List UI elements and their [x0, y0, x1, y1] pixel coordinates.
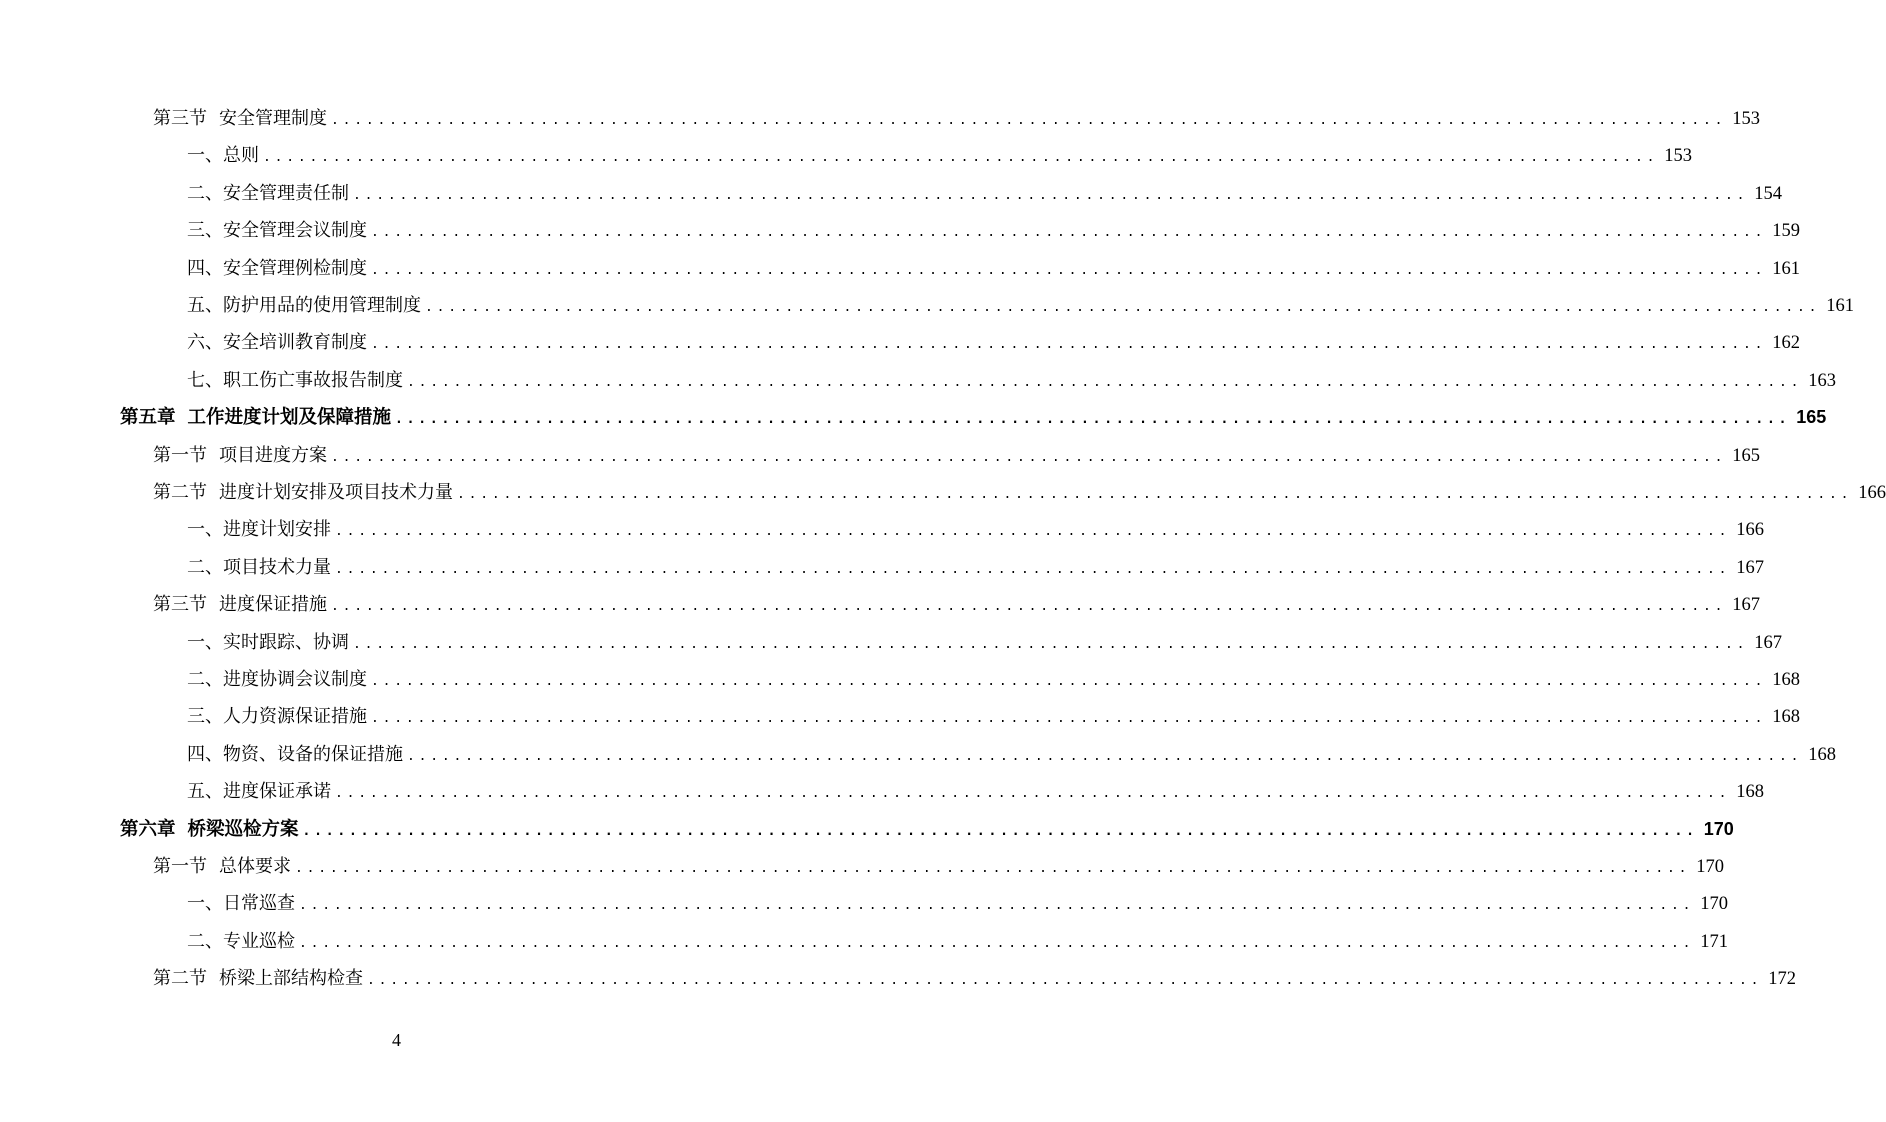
toc-dot-leader: ........................................................................................................................	[331, 113, 1727, 128]
toc-entry-label	[187, 549, 331, 586]
toc-entry[interactable]	[153, 586, 1760, 623]
toc-entry-prefix: 四、	[187, 257, 223, 279]
toc-dot-leader: ........................................................................................................................	[299, 898, 1695, 914]
toc-entry-title: 实时跟踪、协调	[223, 631, 349, 653]
toc-entry-page: 159	[1772, 221, 1800, 242]
toc-entry-prefix: 一、	[187, 631, 223, 653]
toc-dot-leader: ........................................................................................................................	[371, 674, 1767, 689]
toc-entry-page: 171	[1700, 931, 1728, 952]
toc-entry[interactable]	[187, 324, 1800, 361]
toc-entry-title: 桥梁上部结构检查	[219, 968, 363, 990]
toc-entry-label	[120, 399, 391, 436]
toc-entry-prefix: 五、	[187, 781, 223, 803]
toc-entry-title: 总则	[223, 145, 259, 167]
toc-entry-page: 168	[1808, 744, 1836, 765]
toc-entry[interactable]	[120, 399, 1827, 436]
toc-entry[interactable]	[187, 698, 1800, 735]
toc-entry-page: 167	[1732, 595, 1760, 616]
toc-entry[interactable]	[187, 923, 1728, 960]
toc-entry-page: 161	[1826, 296, 1854, 316]
toc-entry-prefix: 二、	[187, 930, 223, 952]
toc-entry-label	[187, 624, 349, 661]
toc-entry-page: 170	[1696, 857, 1724, 877]
toc-entry-label	[153, 437, 327, 474]
toc-dot-leader: ........................................................................................................................	[299, 935, 1695, 951]
toc-entry-page: 167	[1736, 557, 1764, 578]
toc-entry-page: 163	[1808, 370, 1836, 391]
toc-entry[interactable]	[153, 474, 1886, 511]
toc-dot-leader: ........................................................................................................................	[331, 599, 1727, 615]
toc-entry-prefix: 五、	[187, 295, 223, 316]
toc-entry[interactable]	[153, 100, 1760, 137]
toc-dot-leader: ........................................................................................................................	[353, 636, 1749, 652]
toc-entry-label	[187, 212, 367, 249]
toc-entry-prefix: 六、	[187, 332, 223, 354]
toc-dot-leader: ........................................................................................................................	[353, 187, 1749, 203]
toc-dot-leader: ........................................................................................................................	[302, 823, 1698, 839]
toc-entry-title: 进度保证承诺	[223, 781, 331, 803]
toc-entry-prefix: 一、	[187, 893, 223, 915]
toc-dot-leader: ........................................................................................................................	[371, 262, 1767, 278]
toc-entry-label	[153, 100, 327, 137]
toc-dot-leader: ........................................................................................................................	[407, 374, 1803, 390]
toc-dot-leader: ........................................................................................................................	[335, 786, 1731, 802]
toc-entry-title: 桥梁巡检方案	[187, 818, 299, 840]
toc-entry-prefix: 第五章	[120, 407, 176, 429]
toc-entry[interactable]	[187, 624, 1782, 661]
toc-dot-leader: ........................................................................................................................	[371, 337, 1767, 353]
toc-entry[interactable]	[153, 848, 1724, 885]
toc-entry-page: 170	[1700, 894, 1728, 915]
toc-dot-leader: ........................................................................................................................	[263, 150, 1659, 166]
toc-entry-title: 日常巡查	[223, 893, 295, 915]
toc-entry-label	[187, 736, 403, 773]
toc-entry-label	[187, 175, 349, 212]
page-number: 4	[392, 1030, 401, 1050]
toc-dot-leader: ........................................................................................................................	[367, 973, 1763, 989]
toc-entry-label	[153, 586, 327, 623]
toc-dot-leader: ........................................................................................................................	[331, 449, 1727, 465]
toc-entry-prefix: 第二节	[153, 482, 207, 503]
toc-entry-page: 166	[1736, 520, 1764, 541]
toc-entry-label	[153, 474, 453, 511]
toc-entry-page: 166	[1858, 483, 1886, 503]
toc-entry[interactable]	[187, 137, 1692, 174]
toc-entry-page: 172	[1768, 969, 1796, 990]
toc-entry-title: 专业巡检	[223, 930, 295, 952]
toc-entry-title: 项目技术力量	[223, 556, 331, 578]
toc-entry-prefix: 二、	[187, 556, 223, 578]
toc-dot-leader: ........................................................................................................................	[407, 748, 1803, 764]
toc-entry-title: 进度保证措施	[219, 594, 327, 616]
toc-entry[interactable]	[187, 175, 1782, 212]
toc-entry-page: 165	[1796, 407, 1827, 428]
toc-entry[interactable]	[187, 885, 1728, 922]
toc-entry-label	[187, 773, 331, 810]
toc-entry-prefix: 三、	[187, 220, 223, 242]
toc-entry-label	[187, 137, 259, 174]
toc-entry[interactable]	[187, 212, 1800, 249]
toc-dot-leader: ........................................................................................................................	[295, 861, 1691, 876]
toc-entry-label	[187, 661, 367, 698]
toc-entry[interactable]	[187, 773, 1764, 810]
toc-entry-title: 项目进度方案	[219, 444, 327, 466]
toc-entry-title: 人力资源保证措施	[223, 706, 367, 728]
toc-entry-prefix: 三、	[187, 706, 223, 728]
toc-entry[interactable]	[187, 250, 1800, 287]
toc-entry-prefix: 第三节	[153, 108, 207, 129]
toc-entry-prefix: 第一节	[153, 444, 207, 466]
toc-entry-prefix: 第一节	[153, 856, 207, 877]
toc-entry-title: 防护用品的使用管理制度	[223, 295, 421, 316]
toc-entry-page: 168	[1772, 670, 1800, 690]
toc-entry[interactable]	[187, 287, 1854, 324]
toc-entry-page: 153	[1732, 109, 1760, 129]
toc-entry-title: 职工伤亡事故报告制度	[223, 369, 403, 391]
toc-entry[interactable]	[153, 960, 1796, 997]
toc-entry-page: 153	[1664, 146, 1692, 167]
toc-entry-page: 165	[1732, 445, 1760, 466]
toc-entry-prefix: 一、	[187, 145, 223, 167]
toc-entry-label	[187, 698, 367, 735]
toc-entry-page: 154	[1754, 183, 1782, 204]
toc-entry-prefix: 二、	[187, 182, 223, 204]
toc-dot-leader: ........................................................................................................................	[457, 487, 1853, 502]
toc-entry-label	[187, 923, 295, 960]
toc-dot-leader: ........................................................................................................................	[335, 561, 1731, 577]
toc-entry-label	[120, 811, 299, 848]
toc-entry-prefix: 四、	[187, 743, 223, 765]
toc-entry-label	[153, 960, 363, 997]
toc-entry-title: 安全管理制度	[219, 108, 327, 129]
toc-entry-title: 安全培训教育制度	[223, 332, 367, 354]
toc-entry[interactable]	[187, 661, 1800, 698]
toc-entry-prefix: 二、	[187, 669, 223, 690]
toc-entry-prefix: 第六章	[120, 818, 176, 840]
toc-dot-leader: ........................................................................................................................	[425, 300, 1821, 315]
toc-entry-prefix: 第二节	[153, 968, 207, 990]
toc-entry[interactable]	[187, 549, 1764, 586]
toc-entry-title: 进度计划安排	[223, 519, 331, 541]
toc-entry-label	[153, 848, 291, 885]
toc-dot-leader: ........................................................................................................................	[371, 225, 1767, 241]
toc-entry-page: 170	[1703, 818, 1734, 839]
toc-entry-title: 进度计划安排及项目技术力量	[219, 482, 453, 503]
toc-entry-page: 161	[1772, 258, 1800, 279]
toc-entry-prefix: 第三节	[153, 594, 207, 616]
toc-entry-title: 安全管理责任制	[223, 182, 349, 204]
toc-entry-title: 物资、设备的保证措施	[223, 743, 403, 765]
toc-entry[interactable]	[187, 736, 1836, 773]
toc-dot-leader: ........................................................................................................................	[335, 524, 1731, 540]
toc-entry[interactable]	[187, 511, 1764, 548]
toc-entry-prefix: 一、	[187, 519, 223, 541]
toc-entry-page: 168	[1772, 707, 1800, 728]
toc-entry-title: 进度协调会议制度	[223, 669, 367, 690]
toc-entry-prefix: 七、	[187, 369, 223, 391]
toc-entry[interactable]	[120, 811, 1734, 848]
toc-entry-title: 工作进度计划及保障措施	[187, 407, 392, 429]
toc-entry-label	[187, 885, 295, 922]
toc-entry-label	[187, 324, 367, 361]
toc-entry-title: 安全管理会议制度	[223, 220, 367, 242]
toc-entry-label	[187, 511, 331, 548]
toc-entry-page: 167	[1754, 632, 1782, 653]
toc-dot-leader: ........................................................................................................................	[395, 412, 1791, 428]
toc-dot-leader: ........................................................................................................................	[371, 711, 1767, 727]
toc-entry-title: 安全管理例检制度	[223, 257, 367, 279]
toc-entry-label	[187, 362, 403, 399]
toc-entry-title: 总体要求	[219, 856, 291, 877]
toc-entry[interactable]	[187, 362, 1836, 399]
toc-entry[interactable]	[153, 437, 1760, 474]
toc-entry-page: 168	[1736, 782, 1764, 803]
toc-entry-label	[187, 250, 367, 287]
toc-entry-page: 162	[1772, 333, 1800, 354]
toc-entry-label	[187, 287, 421, 324]
